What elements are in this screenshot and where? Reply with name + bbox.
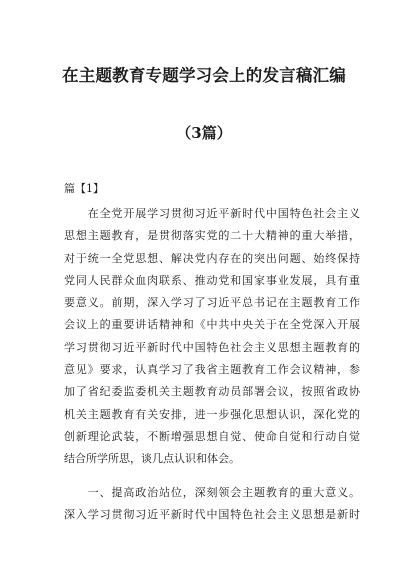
paragraph-line: 创新理论武装，不断增强思想自觉、使命自觉和行动自觉 [64, 429, 360, 443]
document-subtitle: （3篇） [176, 124, 232, 142]
paragraph-line: 加了省纪委监委机关主题教育动员部署会议，按照省政协 [64, 385, 360, 399]
section-label: 篇【1】 [64, 182, 104, 195]
paragraph-line: 深入学习贯彻习近平新时代中国特色社会主义思想是新时 [64, 508, 360, 522]
paragraph-line: 会议上的重要讲话精神和《中共中央关于在全党深入开展 [64, 318, 360, 332]
paragraph-line: 意见》要求，认真学习了我省主题教育工作会议精神，参 [64, 363, 360, 377]
paragraph-line: 对于统一全党思想、解决党内存在的突出问题、始终保持 [64, 251, 360, 265]
paragraph-2 [64, 482, 360, 527]
paragraph-line: 一、提高政治站位，深刻领会主题教育的重大意义。 [64, 486, 360, 499]
paragraph-1 [64, 203, 360, 471]
paragraph-line: 结合所学所思，谈几点认识和体会。 [64, 452, 240, 466]
paragraph-line: 机关主题教育有关安排，进一步强化思想认识，深化党的 [64, 407, 360, 421]
paragraph-line: 学习贯彻习近平新时代中国特色社会主义思想主题教育的 [64, 340, 360, 354]
paragraph-line: 在全党开展学习贯彻习近平新时代中国特色社会主义 [64, 207, 360, 220]
paragraph-line: 思想主题教育，是贯彻落实党的二十大精神的重大举措， [64, 229, 360, 243]
paragraph-line: 党同人民群众血肉联系、推动党和国家事业发展，具有重 [64, 273, 360, 287]
document-title: 在主题教育专题学习会上的发言稿汇编 [62, 66, 346, 85]
paragraph-line: 要意义。前期，深入学习了习近平总书记在主题教育工作 [64, 296, 360, 310]
